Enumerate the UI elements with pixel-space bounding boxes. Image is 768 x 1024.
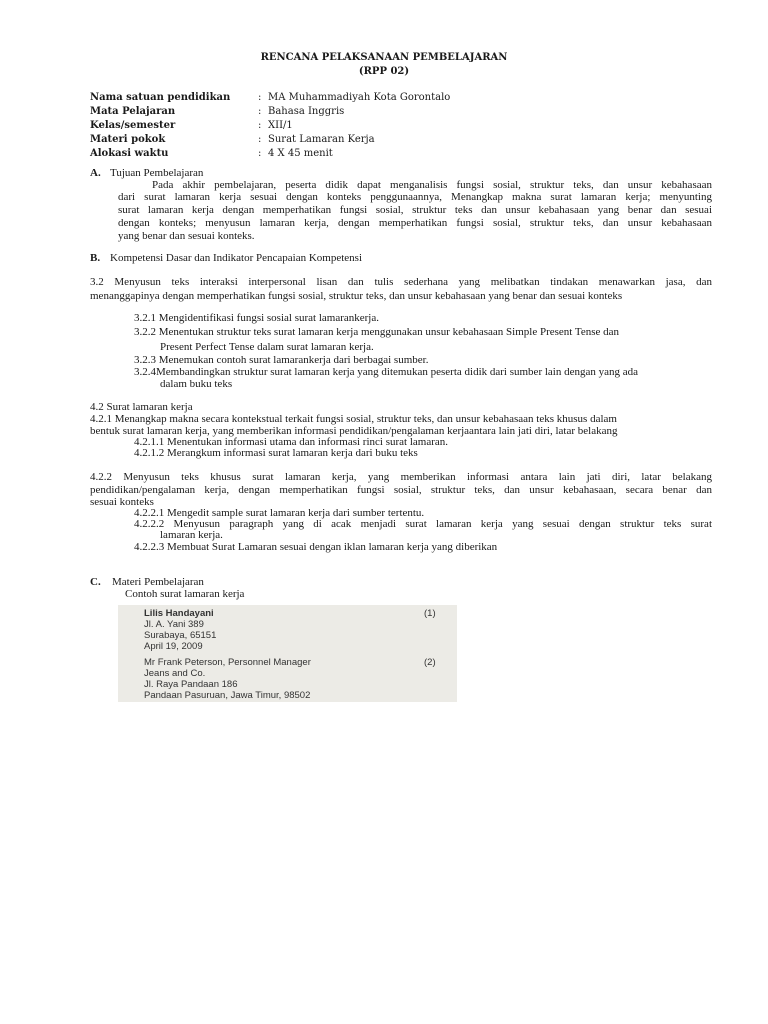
info-value: MA Muhammadiyah Kota Gorontalo	[268, 92, 451, 103]
section-a-letter: A.	[90, 167, 101, 179]
section-c-heading: Materi Pembelajaran	[112, 576, 204, 588]
kd-line: 4.2.2 Menyusun teks khusus surat lamaran kerja, yang memberikan informasi antara lain jati diri, latar belakang	[90, 471, 712, 483]
paragraph-line: surat lamaran kerja dengan memperhatikan fungsi sosial, struktur teks dan unsur kebahasaan yang benar dan sesuai	[118, 204, 712, 216]
info-label: Nama satuan pendidikan	[90, 92, 231, 103]
info-value: XII/1	[268, 120, 293, 131]
document-title: RENCANA PELAKSANAAN PEMBELAJARAN	[260, 52, 508, 63]
indicator: 3.2.4Membandingkan struktur surat lamaran kerja yang ditemukan peserta didik dari sumber lain dengan yang ada	[134, 366, 639, 378]
kd-line: 3.2 Menyusun teks interaksi interpersonal lisan dan tulis sederhana yang melibatkan tindakan menawarkan jasa, dan	[90, 276, 712, 288]
kd-line: pendidikan/pengalaman kerja, dengan memperhatikan fungsi sosial, struktur teks, dan unsur kebahasaan, secara benar dan	[90, 484, 712, 496]
info-value: Surat Lamaran Kerja	[268, 134, 375, 145]
indicator: dalam buku teks	[160, 378, 233, 390]
sender-line: Jl. A. Yani 389	[144, 619, 204, 630]
info-colon: :	[258, 134, 262, 145]
info-label: Alokasi waktu	[90, 148, 169, 159]
marker: (1)	[424, 608, 436, 619]
info-colon: :	[258, 148, 262, 159]
indicator: 4.2.2.3 Membuat Surat Lamaran sesuai dengan iklan lamaran kerja yang diberikan	[134, 541, 498, 553]
indicator: 3.2.2 Menentukan struktur teks surat lamaran kerja menggunakan unsur kebahasaan Simple Present Tense dan	[134, 326, 620, 338]
info-label: Mata Pelajaran	[90, 106, 176, 117]
indicator: 4.2.1.1 Menentukan informasi utama dan informasi rinci surat lamaran.	[134, 436, 449, 448]
sender-line: Surabaya, 65151	[144, 630, 217, 641]
recipient-line: Pandaan Pasuruan, Jawa Timur, 98502	[144, 690, 311, 701]
recipient-line: Jl. Raya Pandaan 186	[144, 679, 238, 690]
kd-line: sesuai konteks	[90, 496, 154, 508]
indicator: lamaran kerja.	[160, 529, 223, 541]
paragraph-line: Pada akhir pembelajaran, peserta didik dapat menganalisis fungsi sosial, struktur teks, dan unsur kebahasaan	[152, 179, 712, 191]
kd-line: menanggapinya dengan memperhatikan fungsi sosial, struktur teks, dan unsur kebahasaan yang benar dan sesuai konteks	[90, 290, 623, 302]
info-colon: :	[258, 120, 262, 131]
sender-date: April 19, 2009	[144, 641, 203, 652]
info-label: Kelas/semester	[90, 120, 176, 131]
indicator: 4.2.2.1 Mengedit sample surat lamaran kerja dari sumber tertentu.	[134, 507, 425, 519]
paragraph-line: yang benar dan sesuai konteks.	[118, 230, 255, 242]
section-c-letter: C.	[90, 576, 101, 588]
paragraph-line: dengan konteks; menyusun lamaran kerja, dengan memperhatikan fungsi sosial, struktur teks, dan unsur kebahasaan	[118, 217, 712, 229]
kd-line: 4.2.1 Menangkap makna secara kontekstual terkait fungsi sosial, struktur teks, dan unsur kebahasaan teks khusus dalam	[90, 413, 617, 425]
marker: (2)	[424, 657, 436, 668]
info-value: 4 X 45 menit	[268, 148, 333, 159]
indicator: 3.2.3 Menemukan contoh surat lamarankerja dari berbagai sumber.	[134, 354, 429, 366]
section-b-letter: B.	[90, 252, 101, 264]
section-b-heading: Kompetensi Dasar dan Indikator Pencapaian Kompetensi	[110, 252, 363, 264]
sender-name: Lilis Handayani	[144, 608, 214, 619]
info-value: Bahasa Inggris	[268, 106, 345, 117]
paragraph-line: dari surat lamaran kerja sesuai dengan konteks penggunaannya, Menangkap makna surat lamaran kerja; menyunting	[118, 191, 712, 203]
info-colon: :	[258, 106, 262, 117]
indicator: 4.2.1.2 Merangkum informasi surat lamaran kerja dari buku teks	[134, 447, 418, 459]
info-colon: :	[258, 92, 262, 103]
indicator: 3.2.1 Mengidentifikasi fungsi sosial surat lamarankerja.	[134, 312, 379, 324]
sample-letter-image	[118, 605, 457, 702]
recipient-line: Jeans and Co.	[144, 668, 206, 679]
section-c-subheading: Contoh surat lamaran kerja	[125, 588, 245, 600]
info-label: Materi pokok	[90, 134, 166, 145]
indicator: Present Perfect Tense dalam surat lamaran kerja.	[160, 341, 374, 353]
kd-line: bentuk surat lamaran kerja, yang memberikan informasi pendidikan/pengalaman kerjaantara lain jati diri, latar belakang	[90, 425, 618, 437]
recipient-line: Mr Frank Peterson, Personnel Manager	[144, 657, 311, 668]
indicator: 4.2.2.2 Menyusun paragraph yang di acak menjadi surat lamaran kerja yang sesuai dengan struktur teks surat	[134, 518, 712, 530]
kd-line: 4.2 Surat lamaran kerja	[90, 401, 193, 413]
document-subtitle: (RPP 02)	[358, 66, 410, 77]
section-a-heading: Tujuan Pembelajaran	[110, 167, 204, 179]
